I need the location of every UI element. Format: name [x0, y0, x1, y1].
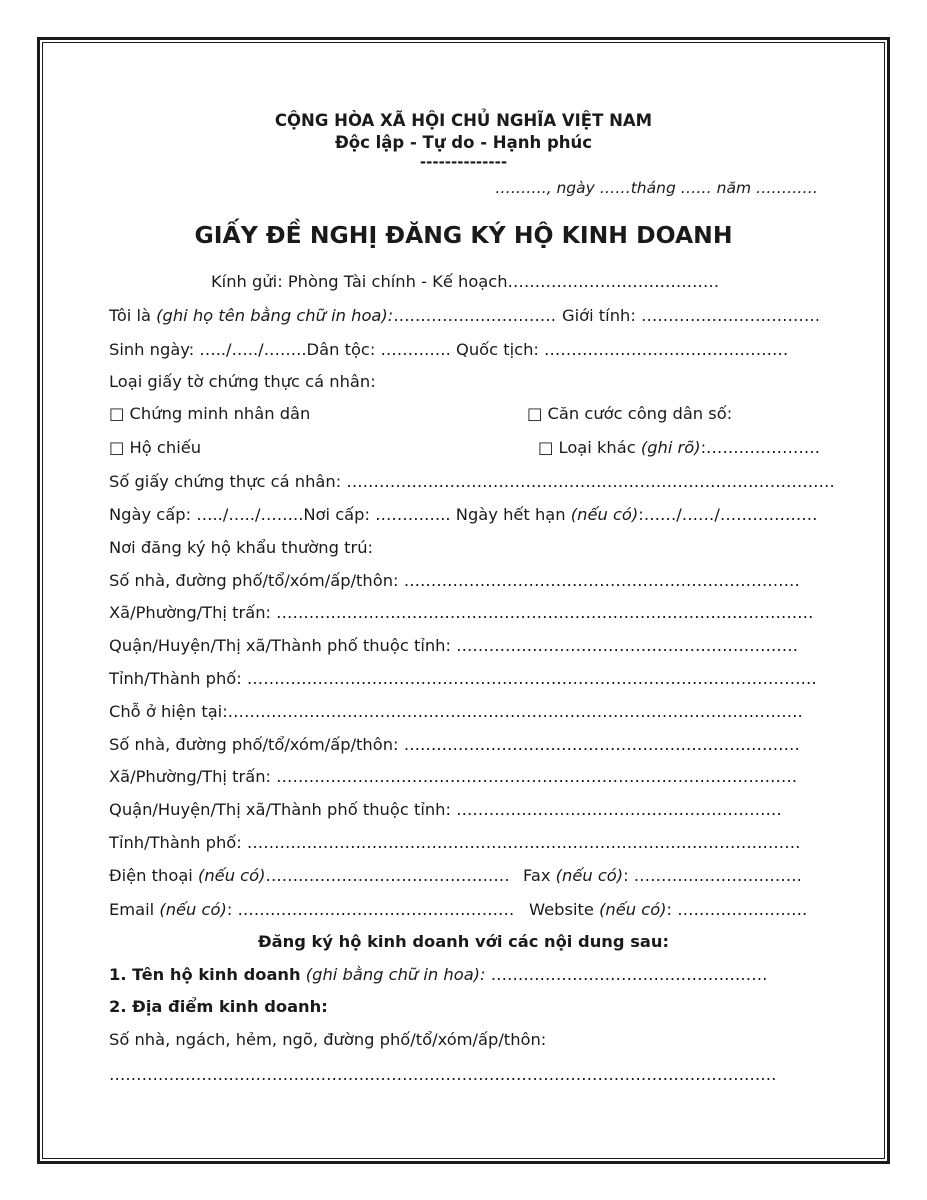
- fax-hint: (nếu có): [555, 866, 624, 885]
- business-name-hint: (ghi bằng chữ in hoa):: [300, 965, 491, 984]
- id-type-label: Loại giấy tờ chứng thực cá nhân:: [109, 372, 376, 391]
- full-name-field[interactable]: …………………………: [393, 306, 557, 325]
- business-location-label: 2. Địa điểm kinh doanh:: [109, 997, 328, 1016]
- permanent-street-field[interactable]: Số nhà, đường phố/tổ/xóm/ấp/thôn: ……………………………………………………………….: [109, 571, 800, 590]
- permanent-district-field[interactable]: Quận/Huyện/Thị xã/Thành phố thuộc tỉnh: ………………………………………………………: [109, 636, 799, 655]
- document-title: GIẤY ĐỀ NGHỊ ĐĂNG KÝ HỘ KINH DOANH: [194, 221, 733, 249]
- passport-checkbox[interactable]: □ Hộ chiếu: [109, 438, 202, 457]
- email-hint: (nếu có): [159, 900, 227, 919]
- id-number-field[interactable]: Số giấy chứng thực cá nhân: ………………………………………………………………………………: [109, 472, 835, 491]
- business-name-dots: ……………………………………………: [490, 965, 768, 984]
- issue-date-label: Ngày cấp: …../…../……..Nơi cấp: ………….. Ngày hết hạn: [109, 505, 571, 524]
- email-field[interactable]: [109, 900, 514, 919]
- expiry-hint: (nếu có): [570, 505, 639, 524]
- phone-fax-row: [109, 865, 814, 887]
- fax-field[interactable]: [523, 865, 802, 887]
- header-divider: --------------: [419, 153, 508, 171]
- phone-hint: (nếu có): [198, 866, 266, 885]
- business-name-row[interactable]: [109, 964, 814, 986]
- addressee-line: Kính gửi: Phòng Tài chính - Kế hoạch…………………………………: [211, 272, 720, 291]
- phone-field[interactable]: [109, 866, 510, 885]
- fax-label: Fax: [523, 866, 556, 885]
- permanent-province-field[interactable]: Tỉnh/Thành phố: ……………………………………………………………………………………………: [109, 669, 817, 688]
- permanent-residence-label: Nơi đăng ký hộ khẩu thường trú:: [109, 538, 374, 557]
- email-website-row: [109, 899, 814, 921]
- full-name-label: Tôi là: [109, 306, 157, 325]
- page-border-inner: [42, 42, 885, 1159]
- business-address-field[interactable]: ……………………………………………………………………………………………………………: [109, 1065, 777, 1084]
- gender-field[interactable]: Giới tính: ……………………………: [562, 306, 821, 325]
- expiry-dots: :……/……/………………: [638, 505, 818, 524]
- other-id-label: □ Loại khác: [538, 438, 641, 457]
- nation-heading: CỘNG HÒA XÃ HỘI CHỦ NGHĨA VIỆT NAM: [274, 111, 653, 130]
- full-name-hint: (ghi họ tên bằng chữ in hoa):: [156, 306, 394, 325]
- other-id-hint: (ghi rõ): [640, 438, 701, 457]
- business-name-label: 1. Tên hộ kinh doanh: [109, 965, 301, 984]
- current-province-field[interactable]: Tỉnh/Thành phố: …………………………………………………………………………………………: [109, 833, 801, 852]
- current-ward-field[interactable]: Xã/Phường/Thị trấn: ……………………………………………………………………………………: [109, 767, 798, 786]
- fax-dots: : ………………………….: [623, 866, 802, 885]
- current-residence-field[interactable]: Chỗ ở hiện tại:…………………………………………………………………………………………….: [109, 702, 803, 721]
- motto-heading: Độc lập - Tự do - Hạnh phúc: [334, 133, 593, 152]
- current-street-field[interactable]: Số nhà, đường phố/tổ/xóm/ấp/thôn: ……………………………………………………………….: [109, 735, 800, 754]
- issue-date-row[interactable]: [109, 504, 818, 526]
- website-hint: (nếu có): [599, 900, 667, 919]
- website-label: Website: [529, 900, 600, 919]
- phone-dots: ………………………………………: [265, 866, 510, 885]
- permanent-ward-field[interactable]: Xã/Phường/Thị trấn: ………………………………………………………………………………………: [109, 603, 814, 622]
- email-dots: : ……………………………………………: [226, 900, 515, 919]
- date-line: ………., ngày ……tháng …… năm …………: [495, 179, 818, 197]
- website-dots: : ……………………: [666, 900, 808, 919]
- section-heading: Đăng ký hộ kinh doanh với các nội dung sau:: [258, 932, 669, 951]
- business-address-label: Số nhà, ngách, hẻm, ngõ, đường phố/tổ/xóm/ấp/thôn:: [109, 1030, 547, 1049]
- email-label: Email: [109, 900, 160, 919]
- full-name-row: [109, 305, 821, 327]
- current-district-field[interactable]: Quận/Huyện/Thị xã/Thành phố thuộc tỉnh: ……………………………………………………: [109, 800, 782, 819]
- phone-label: Điện thoại: [109, 866, 198, 885]
- website-field[interactable]: [529, 899, 807, 921]
- id-type-row-1: [109, 403, 814, 425]
- id-card-checkbox[interactable]: □ Chứng minh nhân dân: [109, 404, 311, 423]
- id-type-row-2: [109, 437, 821, 459]
- other-id-dots: :…………………: [700, 438, 821, 457]
- citizen-id-checkbox[interactable]: □ Căn cước công dân số:: [527, 404, 733, 423]
- birth-ethnicity-nationality-row[interactable]: Sinh ngày: …../…../……..Dân tộc: …………. Quốc tịch: ………………………………………: [109, 340, 789, 359]
- other-id-checkbox[interactable]: [538, 437, 820, 459]
